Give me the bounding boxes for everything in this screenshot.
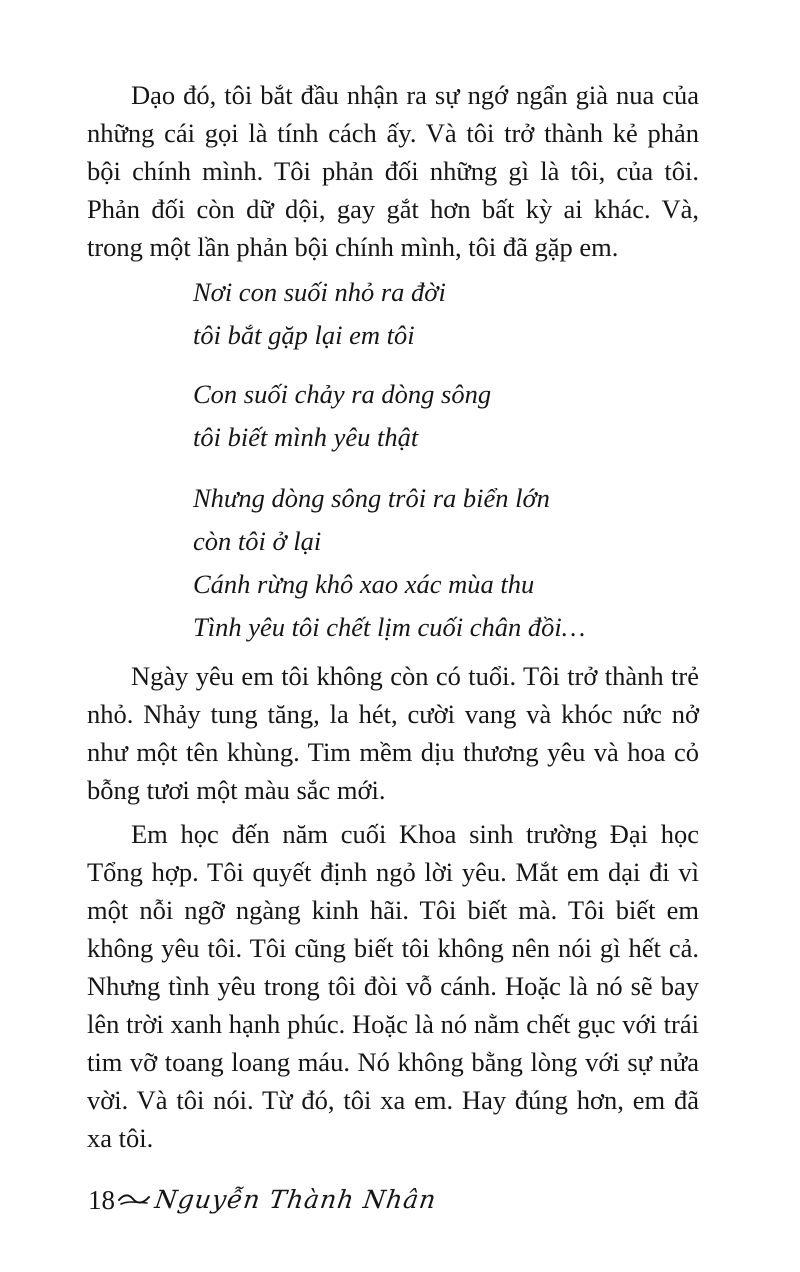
- poem-stanza-2: [193, 373, 491, 459]
- poem-line: còn tôi ở lại: [193, 526, 322, 556]
- poem-line: tôi biết mình yêu thật: [193, 422, 419, 452]
- page-number: 18: [88, 1185, 115, 1215]
- poem-line: Nơi con suối nhỏ ra đời: [193, 277, 446, 307]
- page-footer: [88, 1180, 439, 1220]
- paragraph-2: Ngày yêu em tôi không còn có tuổi. Tôi trở thành trẻ nhỏ. Nhảy tung tăng, la hét, cười vang và khóc nức nở như một tên khùng. Tim mềm dịu thương yêu và hoa cỏ bỗng tươi một màu sắc mới.: [87, 661, 699, 805]
- author-name: Nguyễn Thành Nhân: [153, 1185, 439, 1214]
- poem-stanza-3: [193, 477, 585, 649]
- poem-stanza-1: [193, 271, 446, 357]
- poem-line: Nhưng dòng sông trôi ra biển lớn: [193, 483, 550, 513]
- paragraph-1: Dạo đó, tôi bắt đầu nhận ra sự ngớ ngẩn già nua của những cái gọi là tính cách ấy. Và tôi trở thành kẻ phản bội chính mình. Tôi phản đối những gì là tôi, của tôi. Phản đối còn dữ dội, gay gắt hơn bất kỳ ai khác. Và, trong một lần phản bội chính mình, tôi đã gặp em.: [87, 80, 699, 262]
- poem-line: tôi bắt gặp lại em tôi: [193, 320, 415, 350]
- poem-line: Cánh rừng khô xao xác mùa thu: [193, 569, 535, 599]
- paragraph-3: Em học đến năm cuối Khoa sinh trường Đại học Tổng hợp. Tôi quyết định ngỏ lời yêu. Mắt em dại đi vì một nỗi ngỡ ngàng kinh hãi. Tôi biết mà. Tôi biết em không yêu tôi. Tôi cũng biết tôi không nên nói gì hết cả. Nhưng tình yêu trong tôi đòi vỗ cánh. Hoặc là nó sẽ bay lên trời xanh hạnh phúc. Hoặc là nó nằm chết gục với trái tim vỡ toang loang máu. Nó không bằng lòng với sự nửa vời. Và tôi nói. Từ đó, tôi xa em. Hay đúng hơn, em đã xa tôi.: [87, 819, 699, 1153]
- poem-line: Con suối chảy ra dòng sông: [193, 379, 492, 409]
- swash-ornament-icon: [117, 1191, 151, 1209]
- poem-line: Tình yêu tôi chết lịm cuối chân đồi…: [193, 612, 586, 642]
